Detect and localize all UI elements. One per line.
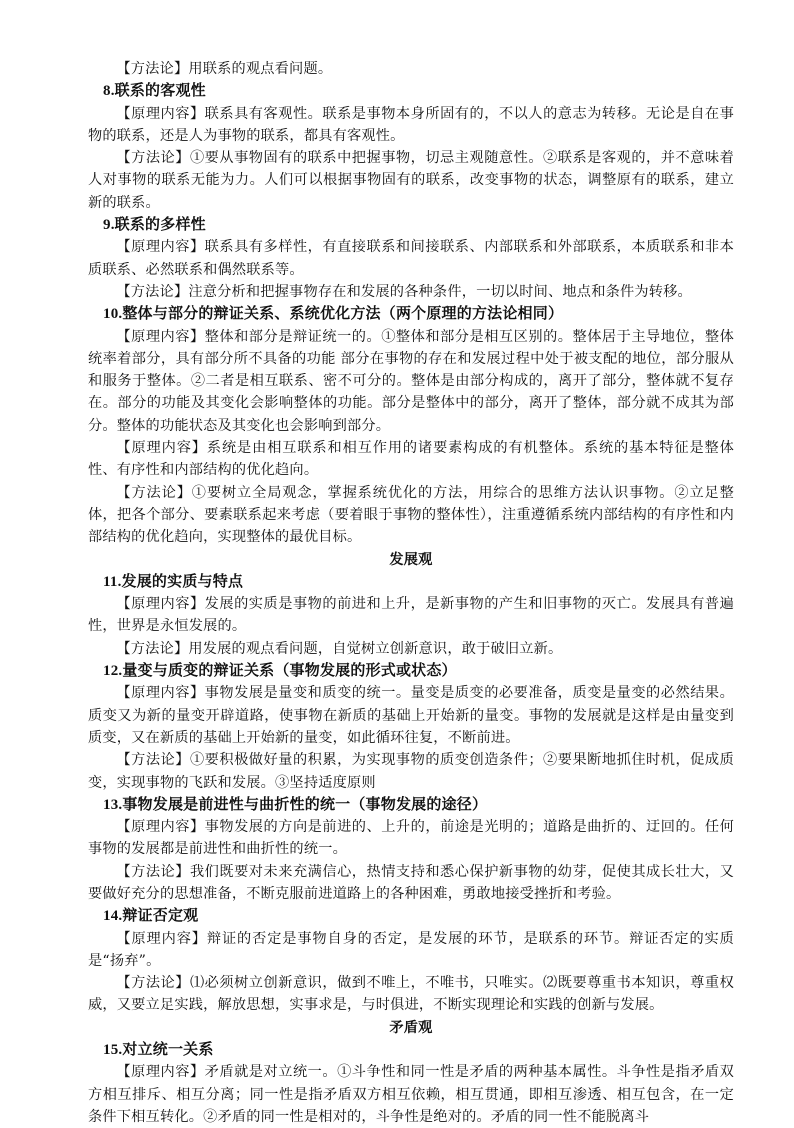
paragraph-text: 用发展的观点看问题，自觉树立创新意识，敢于破旧立新。	[188, 640, 563, 657]
section-heading-text: 13.事物发展是前进性与曲折性的统一（事物发展的途径）	[103, 796, 488, 813]
paragraph-label: 【方法论】	[116, 975, 190, 992]
paragraph	[88, 861, 734, 906]
paragraph-label: 【原理内容】	[116, 440, 207, 457]
paragraph	[88, 326, 734, 437]
paragraph-text: 联系具有多样性，有直接联系和间接联系、内部联系和外部联系，本质联系和非本质联系、必然联系和偶然联系等。	[88, 239, 735, 278]
paragraph	[88, 58, 734, 80]
section-heading	[88, 80, 734, 102]
paragraph-text: 用联系的观点看问题。	[188, 61, 333, 77]
section-heading	[88, 214, 734, 236]
paragraph-label: 【原理内容】	[116, 685, 205, 702]
chapter-title: 矛盾观	[389, 1019, 433, 1036]
section-heading-text: 10.整体与部分的辩证关系、系统优化方法（两个原理的方法论相同）	[103, 306, 564, 323]
paragraph-text: ①要树立全局观念，掌握系统优化的方法，用综合的思维方法认识事物。②立足整体，把各个部分、要素联系起来考虑（要着眼于事物的整体性），注重遵循系统内部结构的有序性和内部结构的优化趋向，实现整体的最优目标。	[88, 484, 734, 546]
paragraph	[88, 816, 734, 861]
chapter-title: 发展观	[389, 551, 433, 568]
paragraph-text: 发展的实质是事物的前进和上升，是新事物的产生和旧事物的灭亡。发展具有普遍性，世界是永恒发展的。	[88, 596, 735, 635]
paragraph	[88, 1061, 734, 1128]
section-heading	[88, 571, 734, 593]
paragraph-label: 【原理内容】	[116, 328, 205, 345]
paragraph-text: ①要从事物固有的联系中把握事物，切忌主观随意性。②联系是客观的，并不意味着人对事物的联系无能为力。人们可以根据事物固有的联系，改变事物的状态，调整原有的联系，建立新的联系。	[88, 150, 734, 211]
paragraph-label: 【原理内容】	[116, 819, 205, 836]
paragraph	[88, 972, 734, 1017]
section-heading	[88, 303, 734, 325]
paragraph-label: 【方法论】	[116, 863, 190, 880]
section-heading-text: 8.联系的客观性	[103, 83, 206, 100]
paragraph-text: ⑴必须树立创新意识，做到不唯上，不唯书，只唯实。⑵既要尊重书本知识，尊重权威，又要立足实践，解放思想，实事求是，与时俱进，不断实现理论和实践的创新与发展。	[88, 975, 734, 1014]
paragraph	[88, 593, 734, 638]
paragraph-label: 【方法论】	[116, 640, 189, 657]
paragraph	[88, 638, 734, 660]
section-heading	[88, 1039, 734, 1061]
paragraph	[88, 928, 734, 973]
paragraph-label: 【原理内容】	[116, 930, 207, 947]
section-heading	[88, 660, 734, 682]
paragraph-text: ①要积极做好量的积累，为实现事物的质变创造条件；②要果断地抓住时机，促成质变，实现事物的飞跃和发展。③坚持适度原则	[88, 752, 734, 791]
section-heading-text: 9.联系的多样性	[103, 217, 206, 234]
paragraph-label: 【原理内容】	[116, 596, 205, 613]
section-heading	[88, 794, 734, 816]
paragraph-text: 整体和部分是辩证统一的。①整体和部分是相互区别的。整体居于主导地位，整体统率着部分，具有部分所不具备的功能 部分在事物的存在和发展过程中处于被支配的地位，部分服从和服务于整体。②二者是相互联系、密不可分的。整体是由部分构成的，离开了部分，整体就不复存在。部分的功能及其变化会影响整体的功能。部分是整体中的部分，离开了整体，部分就不成其为部分。整体的功能状态及其变化也会影响到部分。	[88, 328, 735, 434]
paragraph-text: 事物发展的方向是前进的、上升的，前途是光明的；道路是曲折的、迂回的。任何事物的发展都是前进性和曲折性的统一。	[88, 819, 735, 858]
section-heading-text: 14.辩证否定观	[103, 908, 199, 925]
paragraph-label: 【方法论】	[116, 484, 192, 501]
paragraph-label: 【方法论】	[116, 61, 189, 77]
paragraph-label: 【原理内容】	[116, 105, 205, 122]
paragraph	[88, 749, 734, 794]
paragraph-text: 事物发展是量变和质变的统一。量变是质变的必要准备，质变是量变的必然结果。质变又为新的量变开辟道路，使事物在新质的基础上开始新的量变。事物的发展就是这样是由量变到质变，又在新质的基础上开始新的量变，如此循环往复，不断前进。	[88, 685, 735, 746]
section-heading-text: 12.量变与质变的辩证关系（事物发展的形式或状态）	[103, 663, 457, 680]
paragraph-text: 联系具有客观性。联系是事物本身所固有的，不以人的意志为转移。无论是自在事物的联系，还是人为事物的联系，都具有客观性。	[88, 105, 735, 144]
paragraph-label: 【方法论】	[116, 150, 190, 167]
paragraph-label: 【原理内容】	[116, 1064, 205, 1081]
section-heading-text: 11.发展的实质与特点	[103, 573, 244, 590]
paragraph-label: 【方法论】	[116, 752, 190, 769]
section-heading-text: 15.对立统一关系	[103, 1042, 214, 1059]
section-heading	[88, 905, 734, 927]
paragraph-text: 注意分析和把握事物存在和发展的各种条件，一切以时间、地点和条件为转移。	[188, 283, 692, 300]
paragraph-label: 【方法论】	[116, 283, 189, 300]
paragraph-text: 辩证的否定是事物自身的否定，是发展的环节，是联系的环节。辩证否定的实质是“扬弃”。	[88, 930, 734, 969]
paragraph	[88, 281, 734, 303]
paragraph-label: 【原理内容】	[116, 239, 205, 256]
paragraph-text: 我们既要对未来充满信心，热情支持和悉心保护新事物的幼芽，促使其成长壮大，又要做好充分的思想准备，不断克服前进道路上的各种困难，勇敢地接受挫折和考验。	[88, 863, 734, 902]
paragraph	[88, 147, 734, 214]
paragraph	[88, 682, 734, 749]
paragraph	[88, 482, 734, 549]
paragraph	[88, 236, 734, 281]
document-body	[88, 58, 734, 1128]
paragraph-text: 矛盾就是对立统一。①斗争性和同一性是矛盾的两种基本属性。斗争性是指矛盾双方相互排斥、相互分离；同一性是指矛盾双方相互依赖，相互贯通，即相互渗透、相互包含，在一定条件下相互转化。②矛盾的同一性是相对的，斗争性是绝对的。矛盾的同一性不能脱离斗	[88, 1064, 735, 1125]
paragraph-text: 系统是由相互联系和相互作用的诸要素构成的有机整体。系统的基本特征是整体性、有序性和内部结构的优化趋向。	[88, 440, 734, 479]
paragraph	[88, 103, 734, 148]
paragraph	[88, 437, 734, 482]
